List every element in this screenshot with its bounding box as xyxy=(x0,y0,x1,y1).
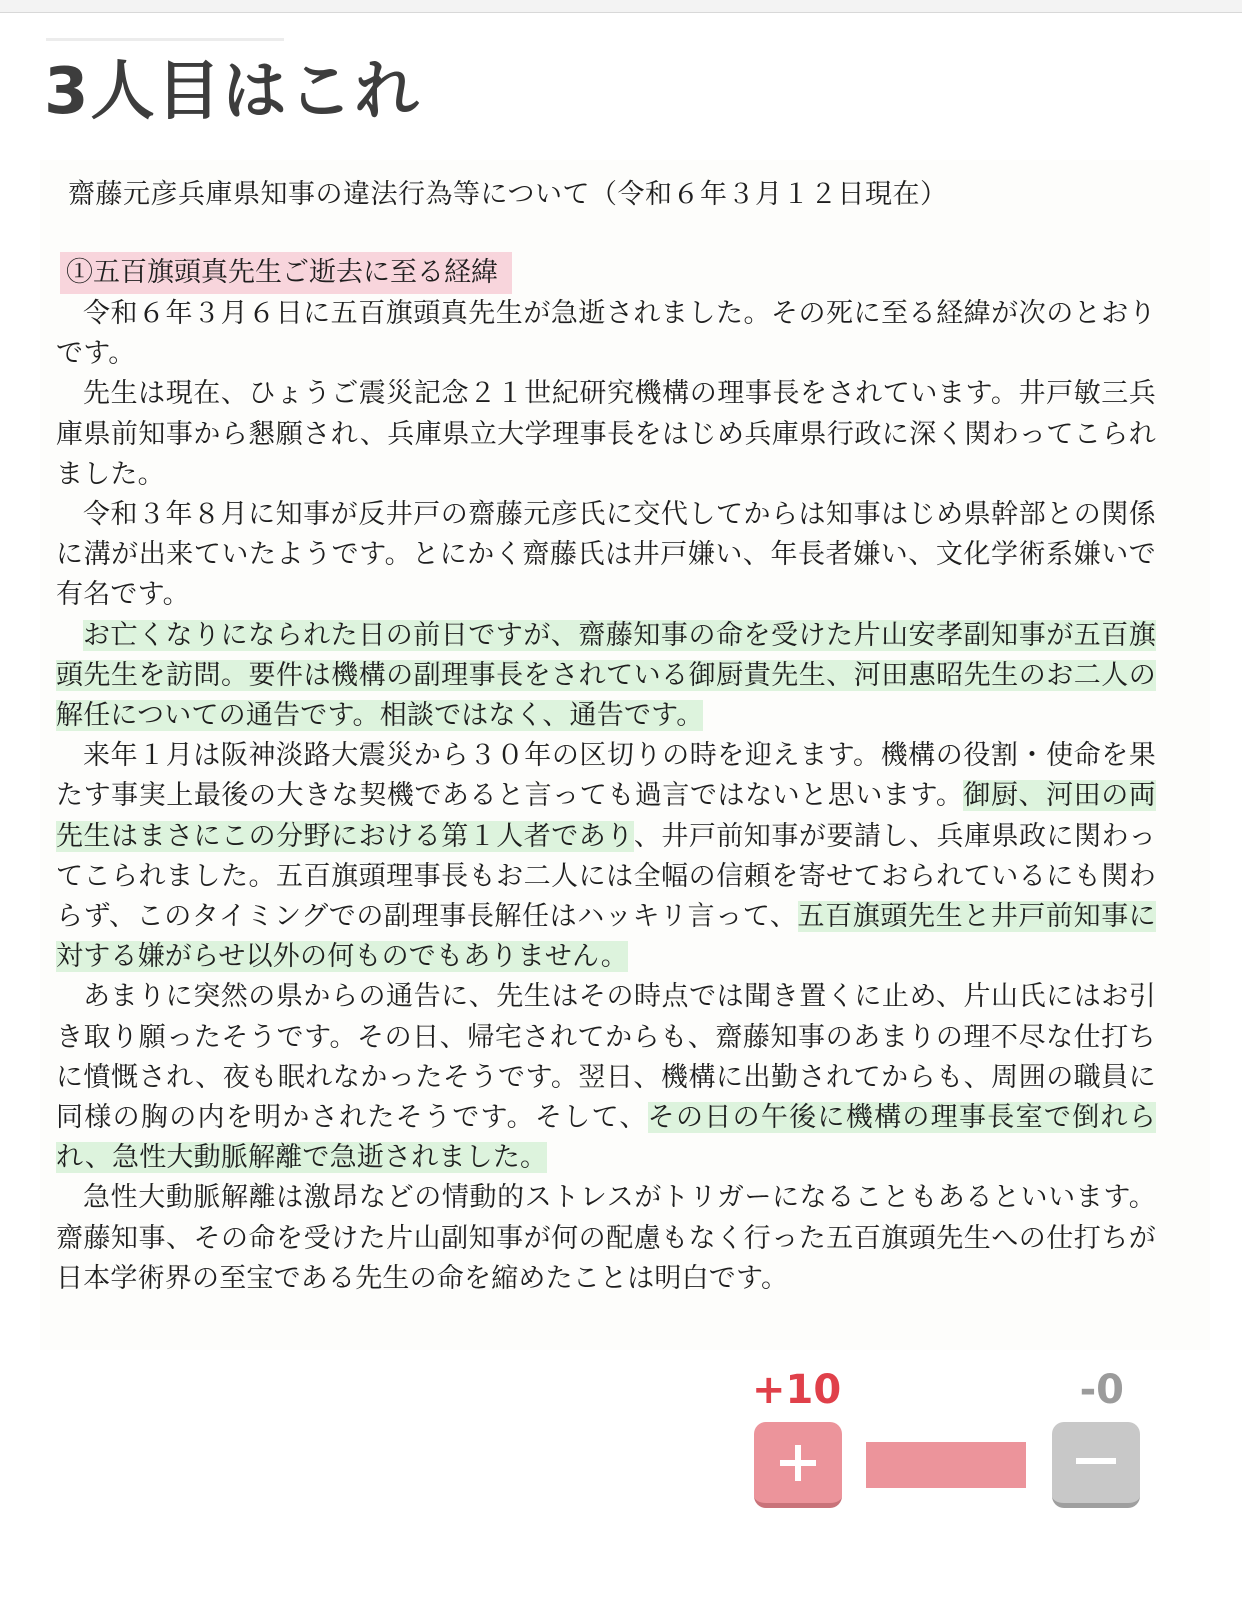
section-heading: ①五百旗頭真先生ご逝去に至る経緯 xyxy=(60,252,512,294)
paragraph xyxy=(56,616,1156,737)
paragraph xyxy=(56,1178,1156,1299)
title-accent-line xyxy=(46,38,284,41)
paragraph xyxy=(56,374,1156,495)
paragraph xyxy=(56,977,1156,1178)
paragraph-text: 令和６年３月６日に五百旗頭真先生が急逝されました。その死に至る経緯が次のとおりです。 xyxy=(56,298,1156,370)
document-heading: 齋藤元彦兵庫県知事の違法行為等について（令和６年３月１２日現在） xyxy=(68,179,948,210)
downvote-button[interactable] xyxy=(1052,1422,1140,1508)
paragraph-text: 令和３年８月に知事が反井戸の齋藤元彦氏に交代してからは知事はじめ県幹部との関係に溝が出来ていたようです。とにかく齋藤氏は井戸嫌い、年長者嫌い、文化学術系嫌いで有名です。 xyxy=(56,499,1156,611)
minus-vote-count: -0 xyxy=(1079,1367,1124,1413)
highlighted-text: 五百旗頭先生と井戸前知事に対する嫌がらせ以外の何ものでもありません。 xyxy=(56,901,1156,973)
paragraph-text: 急性大動脈解離は激昂などの情動的ストレスがトリガーになることもあるといいます。齋藤知事、その命を受けた片山副知事が何の配慮もなく行った五百旗頭先生への仕打ちが日本学術界の至宝である先生の命を縮めたことは明白です。 xyxy=(56,1182,1156,1294)
highlighted-text: お亡くなりになられた日の前日ですが、齋藤知事の命を受けた片山安孝副知事が五百旗頭先生を訪問。要件は機構の副理事長をされている御厨貴先生、河田惠昭先生のお二人の解任についての通告です。相談ではなく、通告です。 xyxy=(56,619,1156,732)
vote-widget xyxy=(740,1360,1160,1520)
paragraph xyxy=(56,736,1156,977)
vote-ratio-fill xyxy=(866,1442,1026,1488)
highlighted-text: その日の午後に機構の理事長室で倒れられ、急性大動脈解離で急逝されました。 xyxy=(56,1102,1156,1174)
document-body xyxy=(56,294,1156,1299)
highlighted-text: 御厨、河田の両先生はまさにこの分野における第１人者であり xyxy=(56,780,1156,852)
paragraph xyxy=(56,495,1156,616)
top-divider xyxy=(0,0,1242,13)
plus-vote-count: +10 xyxy=(752,1367,842,1413)
plus-icon xyxy=(780,1445,816,1481)
paragraph-text: 先生は現在、ひょうご震災記念２１世紀研究機構の理事長をされています。井戸敏三兵庫県前知事から懇願され、兵庫県立大学理事長をはじめ兵庫県行政に深く関わってこられました。 xyxy=(56,378,1156,490)
document-image xyxy=(40,160,1210,1350)
paragraph-text: あまりに突然の県からの通告に、先生はその時点では聞き置くに止め、片山氏にはお引き取り願ったそうです。その日、帰宅されてからも、齋藤知事のあまりの理不尽な仕打ちに憤慨され、夜も眠れなかったそうです。翌日、機構に出勤されてからも、周囲の職員に同様の胸の内を明かされたそうです。そして、 xyxy=(56,981,1156,1134)
vote-ratio-bar xyxy=(866,1442,1026,1488)
post-title: 3人目はこれ xyxy=(44,55,421,129)
minus-icon xyxy=(1076,1458,1116,1464)
paragraph xyxy=(56,294,1156,374)
upvote-button[interactable] xyxy=(754,1422,842,1508)
paragraph-text: 、井戸前知事が要請し、兵庫県政に関わってこられました。五百旗頭理事長もお二人には全幅の信頼を寄せておられているにも関わらず、このタイミングでの副理事長解任はハッキリ言って、 xyxy=(56,820,1157,933)
paragraph-text: 来年１月は阪神淡路大震災から３０年の区切りの時を迎えます。機構の役割・使命を果たす事実上最後の大きな契機であると言っても過言ではないと思います。 xyxy=(56,740,1156,812)
